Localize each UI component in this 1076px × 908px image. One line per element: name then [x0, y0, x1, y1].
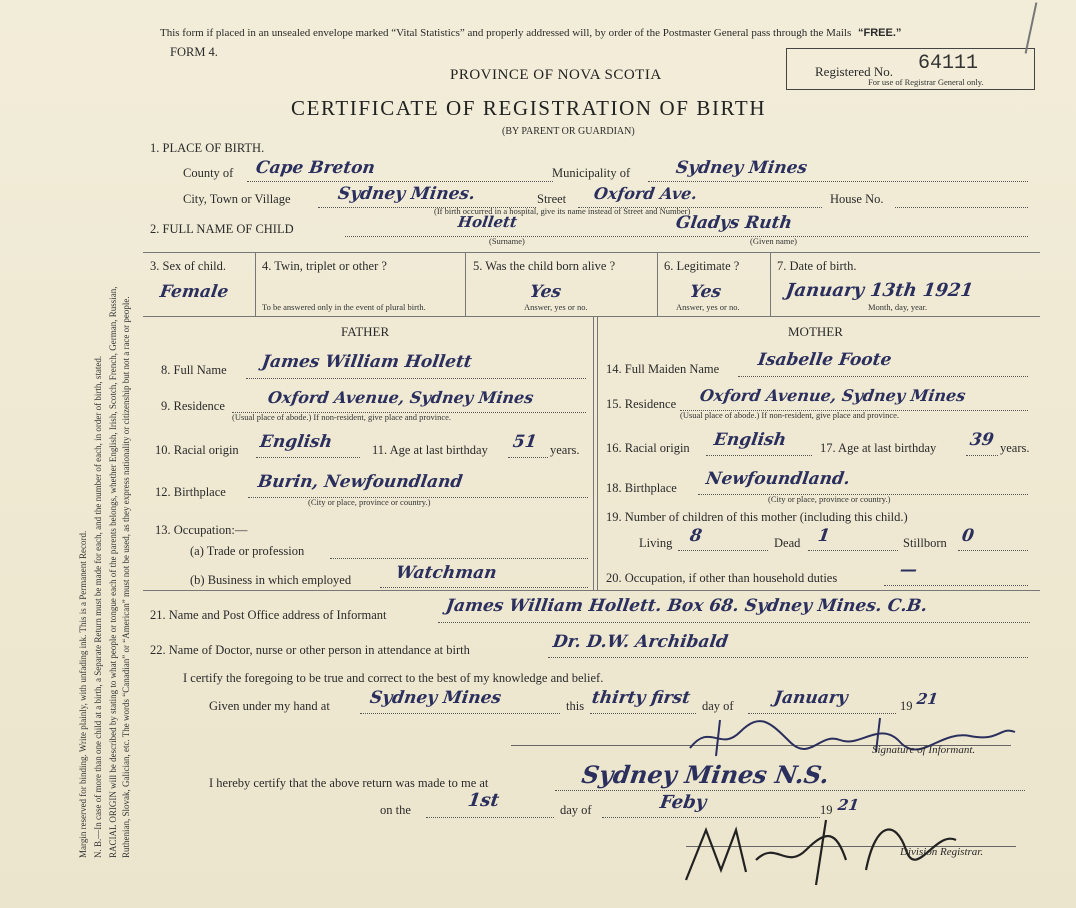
mother-residence-label: 15. Residence [606, 397, 677, 411]
mother-name-label: 14. Full Maiden Name [606, 362, 720, 376]
house-number-label: House No. [830, 192, 884, 206]
father-birthplace-value: Burin, Newfoundland [256, 472, 464, 492]
father-name-line [246, 378, 586, 379]
side-note-binding: Margin reserved for binding. Write plainly, with unfading ink. This is a Permanent Record. [78, 530, 88, 858]
given-name-note: (Given name) [750, 236, 797, 246]
registrar-month-value: Feby [658, 792, 708, 813]
children-count-label: 19. Number of children of this mother (including this child.) [606, 510, 908, 524]
legitimate-note: Answer, yes or no. [676, 302, 740, 312]
mother-heading: MOTHER [788, 324, 843, 339]
doctor-value: Dr. D.W. Archibald [551, 632, 730, 652]
corner-pen-stroke [1025, 2, 1038, 53]
hospital-note: (If birth occurred in a hospital, give its name instead of Street and Number) [434, 206, 691, 216]
mother-birthplace-note: (City or place, province or country.) [768, 494, 891, 504]
province-title: PROVINCE OF NOVA SCOTIA [450, 67, 662, 83]
mother-age-label: 17. Age at last birthday [820, 441, 937, 455]
division-registrar-label: Division Registrar. [900, 846, 984, 858]
mother-racial-value: English [712, 430, 788, 450]
registrar-day-of-label: day of [560, 803, 592, 817]
child-surname: Hollett [456, 213, 519, 231]
trade-label: (a) Trade or profession [190, 544, 305, 558]
mother-racial-label: 16. Racial origin [606, 441, 690, 455]
stillborn-label: Stillborn [903, 536, 947, 550]
twin-note: To be answered only in the event of plural birth. [262, 302, 426, 312]
given-under-hand-label: Given under my hand at [209, 699, 330, 713]
twin-label: 4. Twin, triplet or other ? [262, 259, 387, 273]
side-note-nb: N. B.—In case of more than one child at a birth, a Separate Return must be made for each, and the number of each, in order of birth, stated. [93, 355, 103, 858]
legitimate-label: 6. Legitimate ? [664, 259, 740, 273]
place-of-birth-heading: 1. PLACE OF BIRTH. [150, 141, 265, 155]
born-alive-label: 5. Was the child born alive ? [473, 259, 616, 273]
parents-center-divider-2 [597, 316, 598, 590]
father-age-label: 11. Age at last birthday [372, 443, 488, 457]
mother-age-line [966, 455, 998, 456]
father-age-line [508, 457, 548, 458]
father-heading: FATHER [341, 324, 390, 339]
this-label: this [566, 699, 585, 713]
registrar-place-value: Sydney Mines N.S. [579, 760, 831, 789]
surname-note: (Surname) [489, 236, 525, 246]
given-place-line [360, 713, 560, 714]
born-alive-value: Yes [528, 282, 563, 302]
mother-name-value: Isabelle Foote [756, 350, 893, 370]
registrar-certify-text: I hereby certify that the above return was made to me at [209, 776, 489, 790]
mother-occupation-value: — [898, 560, 919, 580]
business-label: (b) Business in which employed [190, 573, 352, 587]
business-line [380, 587, 588, 588]
on-the-label: on the [380, 803, 411, 817]
side-note-racial: RACIAL ORIGIN will be described by stating to what people or tongue each of the parents belongs, whether English, Irish, Scotch, French, German, Russian, [108, 286, 118, 858]
col-divider-1 [255, 252, 256, 316]
stillborn-line [958, 550, 1028, 551]
dob-value: January 13th 1921 [784, 280, 975, 301]
mother-name-line [738, 376, 1028, 377]
city-label: City, Town or Village [183, 192, 291, 206]
form-number: FORM 4. [170, 45, 218, 59]
dead-label: Dead [774, 536, 801, 550]
given-place-value: Sydney Mines [368, 688, 503, 708]
mother-years-label: years. [1000, 441, 1030, 455]
father-residence-value: Oxford Avenue, Sydney Mines [266, 388, 535, 407]
father-name-label: 8. Full Name [161, 363, 227, 377]
month-value: January [772, 688, 850, 708]
father-racial-label: 10. Racial origin [155, 443, 239, 457]
legitimate-value: Yes [688, 282, 723, 302]
certificate-subtitle: (BY PARENT OR GUARDIAN) [502, 126, 635, 137]
business-value: Watchman [394, 563, 498, 583]
mother-racial-line [706, 455, 812, 456]
child-name-line [345, 236, 1028, 237]
doctor-line [548, 657, 1028, 658]
parents-center-divider [593, 316, 594, 590]
mother-birthplace-value: Newfoundland. [704, 469, 852, 489]
row-divider-top [143, 252, 1040, 253]
day-value: thirty first [590, 688, 692, 708]
year-value: 21 [915, 690, 940, 708]
mother-birthplace-label: 18. Birthplace [606, 481, 677, 495]
municipality-value: Sydney Mines [674, 158, 809, 178]
father-name-value: James William Hollett [260, 352, 474, 372]
registered-label: Registered No. [815, 64, 893, 79]
col-divider-2 [465, 252, 466, 316]
mother-residence-value: Oxford Avenue, Sydney Mines [698, 386, 967, 405]
county-line [247, 181, 553, 182]
father-residence-note: (Usual place of abode.) If non-resident, give place and province. [232, 412, 452, 422]
dob-label: 7. Date of birth. [777, 259, 857, 273]
informant-value: James William Hollett. Box 68. Sydney Mines. C.B. [444, 596, 929, 616]
doctor-label: 22. Name of Doctor, nurse or other person in attendance at birth [150, 643, 470, 657]
registrar-day-line [426, 817, 554, 818]
registered-number: 64111 [918, 52, 979, 75]
house-number-line [895, 207, 1028, 208]
registrar-year-value: 21 [836, 796, 861, 814]
living-line [678, 550, 768, 551]
father-racial-line [256, 457, 360, 458]
trade-line [330, 558, 588, 559]
informant-line [438, 622, 1030, 623]
father-birthplace-label: 12. Birthplace [155, 485, 226, 499]
street-value: Oxford Ave. [592, 184, 699, 203]
registrar-year-prefix: 19 [820, 803, 833, 817]
row-divider-bottom [143, 590, 1040, 591]
sex-label: 3. Sex of child. [150, 259, 227, 273]
county-value: Cape Breton [254, 158, 377, 178]
side-note-racial-2: Ruthenian, Slovak, Galician, etc. The words “Canadian” or “American” must not be used, as they express nationality or citizenship but not a race or people. [121, 296, 131, 858]
year-prefix: 19 [900, 699, 913, 713]
county-label: County of [183, 166, 234, 180]
signature-of-informant-label: Signature of Informant. [872, 744, 976, 756]
father-racial-value: English [258, 432, 334, 452]
father-birthplace-note: (City or place, province or country.) [308, 497, 431, 507]
mother-occupation-label: 20. Occupation, if other than household duties [606, 571, 838, 585]
municipality-line [648, 181, 1028, 182]
registrar-day-value: 1st [466, 790, 501, 811]
mother-residence-note: (Usual place of abode.) If non-resident, give place and province. [680, 410, 900, 420]
stillborn-value: 0 [960, 526, 976, 546]
informant-certify-text: I certify the foregoing to be true and correct to the best of my knowledge and belief. [183, 671, 604, 685]
born-alive-note: Answer, yes or no. [524, 302, 588, 312]
certificate-title: CERTIFICATE OF REGISTRATION OF BIRTH [291, 96, 767, 120]
living-value: 8 [688, 526, 704, 546]
street-label: Street [537, 192, 567, 206]
dob-note: Month, day, year. [868, 302, 928, 312]
dead-value: 1 [816, 526, 832, 546]
registrar-place-line [555, 790, 1025, 791]
postal-notice: This form if placed in an unsealed envelope marked “Vital Statistics” and properly addressed will, by order of the Postmaster General pass through the Mails “FREE.” [160, 27, 902, 39]
mother-occupation-line [884, 585, 1028, 586]
living-label: Living [639, 536, 673, 550]
col-divider-4 [770, 252, 771, 316]
registrar-use-note: For use of Registrar General only. [868, 77, 984, 87]
father-occupation-label: 13. Occupation:— [155, 523, 248, 537]
day-of-label: day of [702, 699, 734, 713]
informant-label: 21. Name and Post Office address of Informant [150, 608, 387, 622]
mother-age-value: 39 [968, 430, 996, 450]
child-name-label: 2. FULL NAME OF CHILD [150, 222, 294, 236]
father-years-label: years. [550, 443, 580, 457]
father-age-value: 51 [511, 432, 539, 452]
city-value: Sydney Mines. [336, 184, 477, 204]
row-divider-parents [143, 316, 1040, 317]
registrar-signature [676, 800, 976, 890]
father-residence-label: 9. Residence [161, 399, 225, 413]
col-divider-3 [657, 252, 658, 316]
dead-line [808, 550, 898, 551]
sex-value: Female [158, 282, 230, 302]
child-given-name: Gladys Ruth [674, 213, 794, 233]
free-label: “FREE.” [857, 27, 902, 39]
municipality-label: Municipality of [552, 166, 631, 180]
